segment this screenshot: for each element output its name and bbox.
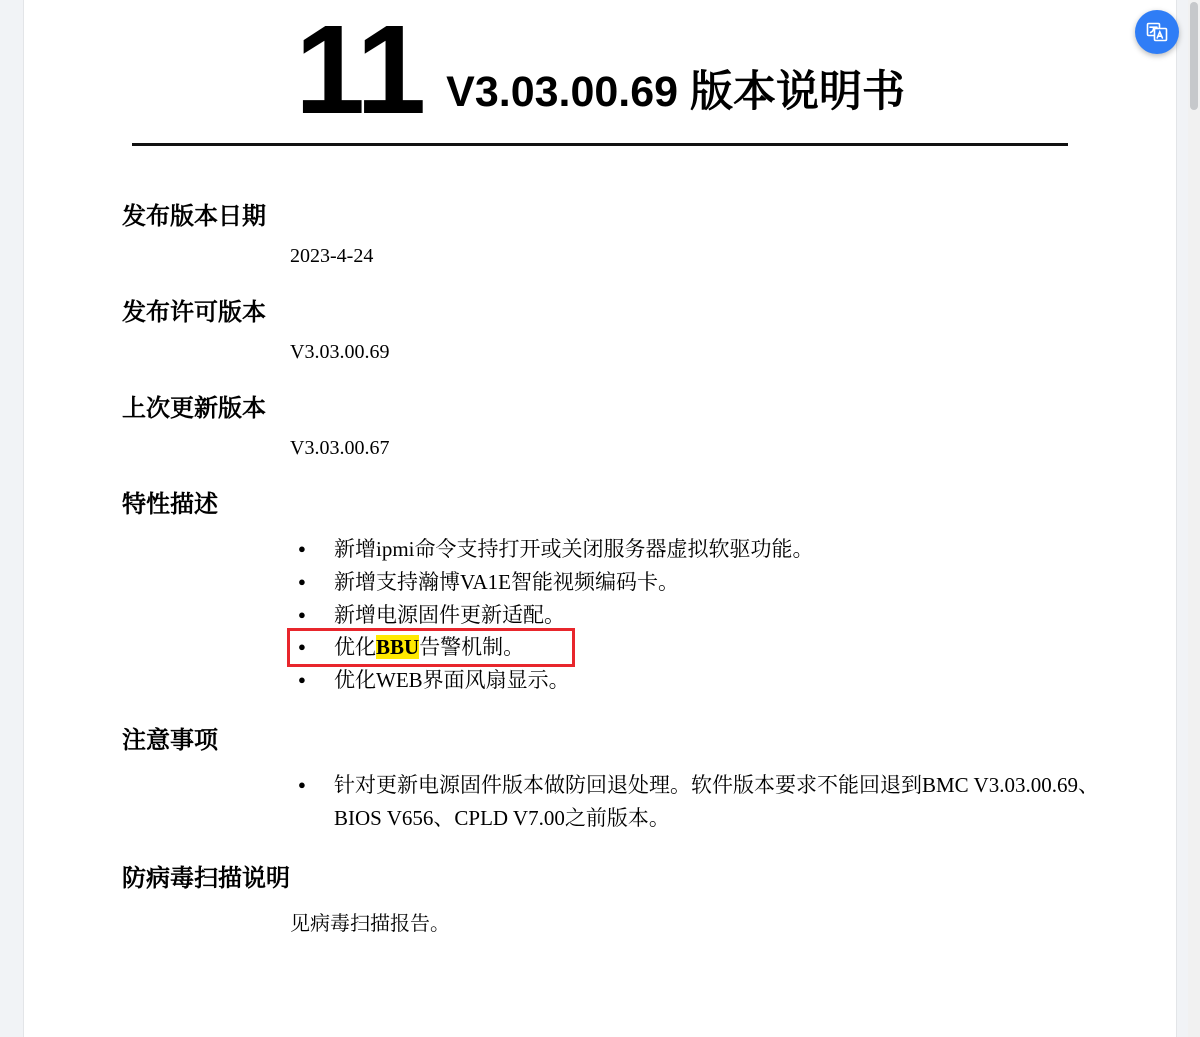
section-notes <box>24 720 1176 834</box>
section-heading: 防病毒扫描说明 <box>122 865 290 893</box>
translate-button[interactable] <box>1135 10 1179 54</box>
translate-icon <box>1145 20 1169 44</box>
list-item-highlighted <box>290 631 572 664</box>
document-title-row <box>24 0 1176 140</box>
section-body: V3.03.00.67 <box>290 437 390 460</box>
section-antivirus-scan <box>24 858 1176 936</box>
page-title: V3.03.00.69 版本说明书 <box>446 68 906 117</box>
page-number-large: 11 <box>294 0 425 140</box>
feature-list <box>122 533 1116 696</box>
document-content <box>24 0 1176 936</box>
list-item: ● 针对更新电源固件版本做防回退处理。软件版本要求不能回退到BMC V3.03.00.69、BIOS V656、CPLD V7.00之前版本。 <box>290 769 1116 834</box>
highlight-marked-text: BBU <box>376 635 420 660</box>
list-item: ● 新增ipmi命令支持打开或关闭服务器虚拟软驱功能。 <box>290 533 1116 566</box>
section-body: 见病毒扫描报告。 <box>290 913 450 936</box>
highlight-prefix: 优化 <box>334 635 376 660</box>
section-body: V3.03.00.69 <box>290 341 390 364</box>
highlight-suffix: 告警机制。 <box>419 635 525 660</box>
section-heading: 上次更新版本 <box>122 395 266 423</box>
section-heading: 发布版本日期 <box>122 203 266 231</box>
document-page <box>24 0 1176 1037</box>
section-heading: 发布许可版本 <box>122 299 266 327</box>
list-item: ● 新增电源固件更新适配。 <box>290 599 1116 632</box>
scrollbar[interactable] <box>1188 0 1200 1037</box>
section-release-version <box>24 292 1176 364</box>
section-release-date <box>24 196 1176 268</box>
section-heading: 特性描述 <box>122 491 218 519</box>
notes-list <box>122 769 1116 834</box>
section-feature-description <box>24 484 1176 696</box>
section-previous-version <box>24 388 1176 460</box>
list-item: ● 新增支持瀚博VA1E智能视频编码卡。 <box>290 566 1116 599</box>
scrollbar-thumb[interactable] <box>1190 2 1198 110</box>
section-body: 2023-4-24 <box>290 245 374 268</box>
list-item: ● 优化WEB界面风扇显示。 <box>290 664 1116 697</box>
section-heading: 注意事项 <box>122 727 218 755</box>
